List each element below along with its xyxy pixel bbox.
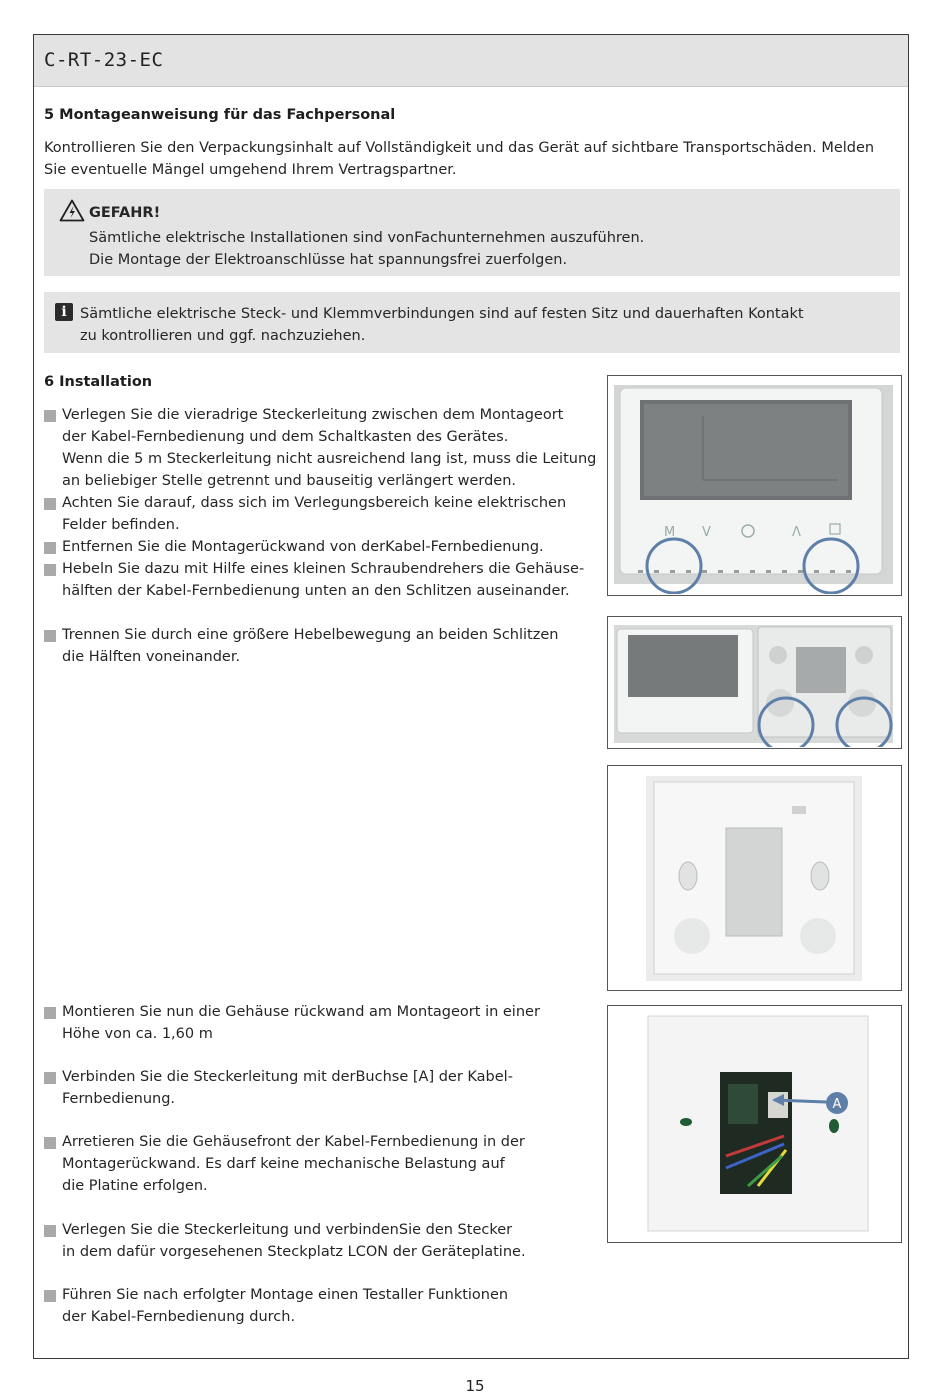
circuit-board-illustration	[608, 1006, 900, 1241]
instruction-bullet: Verbinden Sie die Steckerleitung mit derBuchse [A] der Kabel- Fernbedienung.	[44, 1066, 609, 1110]
photo-back-plate	[607, 765, 902, 991]
instruction-bullet: Arretieren Sie die Gehäusefront der Kabel-Fernbedienung in der Montagerückwand. Es darf keine mechanische Belastung auf die Platine erfolgen.	[44, 1131, 609, 1197]
danger-line: Die Montage der Elektroanschlüsse hat spannungsfrei zuerfolgen.	[89, 252, 568, 268]
section-5-intro: Kontrollieren Sie den Verpackungsinhalt auf Vollständigkeit und das Gerät auf sichtbare Transportschäden. Melden Sie eventuelle Mängel umgehend Ihrem Vertragspartner.	[44, 140, 875, 178]
bullet-square-icon	[44, 564, 56, 576]
info-line: Sämtliche elektrische Steck- und Klemmverbindungen sind auf festen Sitz und dauerhaften Kontakt	[80, 306, 804, 322]
info-line: zu kontrollieren und ggf. nachzuziehen.	[80, 328, 366, 344]
page-frame	[33, 34, 909, 1359]
remote-front-illustration	[608, 376, 900, 594]
bullet-square-icon	[44, 410, 56, 422]
page-number: 15	[465, 1377, 485, 1395]
bullet-square-icon	[44, 498, 56, 510]
instruction-bullet: Achten Sie darauf, dass sich im Verlegungsbereich keine elektrischen Felder befinden.	[44, 492, 609, 536]
remote-separated-illustration	[608, 617, 900, 747]
photo-remote-front	[607, 375, 902, 596]
back-plate-illustration	[608, 766, 900, 989]
warning-electric-icon	[59, 199, 85, 222]
instruction-bullet: Verlegen Sie die Steckerleitung und verbindenSie den Stecker in dem dafür vorgesehenen Steckplatz LCON der Geräteplatine.	[44, 1219, 609, 1263]
bullet-square-icon	[44, 542, 56, 554]
instruction-bullet: Entfernen Sie die Montagerückwand von derKabel-Fernbedienung.	[44, 536, 609, 558]
svg-text:M: M	[664, 525, 676, 540]
callout-label-a: A	[832, 1097, 842, 1112]
danger-title: GEFAHR!	[89, 205, 161, 221]
svg-text:Λ: Λ	[792, 525, 801, 540]
instruction-bullet: Führen Sie nach erfolgter Montage einen Testaller Funktionen der Kabel-Fernbedienung durch.	[44, 1284, 609, 1328]
photo-circuit-board	[607, 1005, 902, 1243]
instruction-bullet: Verlegen Sie die vieradrige Steckerleitung zwischen dem Montageort der Kabel-Fernbedienung und dem Schaltkasten des Gerätes. Wenn die 5 m Steckerleitung nicht ausreichend lang ist, muss die Leitung an beliebiger Stelle getrennt und bauseitig verlängert werden.	[44, 404, 609, 492]
page-header	[34, 35, 908, 87]
bullet-square-icon	[44, 1290, 56, 1302]
info-icon: i	[55, 303, 73, 321]
bullet-square-icon	[44, 1072, 56, 1084]
photo-remote-separated	[607, 616, 902, 749]
instruction-bullet: Montieren Sie nun die Gehäuse rückwand am Montageort in einer Höhe von ca. 1,60 m	[44, 1001, 609, 1045]
section-6-title: 6 Installation	[44, 374, 153, 390]
bullet-square-icon	[44, 1225, 56, 1237]
info-box	[44, 292, 900, 353]
section-5-title: 5 Montageanweisung für das Fachpersonal	[44, 107, 396, 123]
bullet-square-icon	[44, 630, 56, 642]
danger-box	[44, 189, 900, 276]
bullet-square-icon	[44, 1007, 56, 1019]
svg-text:V: V	[702, 525, 711, 540]
model-number: C-RT-23-EC	[44, 49, 164, 71]
danger-line: Sämtliche elektrische Installationen sind vonFachunternehmen auszuführen.	[89, 230, 645, 246]
instruction-bullet: Hebeln Sie dazu mit Hilfe eines kleinen Schraubendrehers die Gehäuse- hälften der Kabel-Fernbedienung unten an den Schlitzen auseinander.	[44, 558, 609, 602]
instruction-bullet: Trennen Sie durch eine größere Hebelbewegung an beiden Schlitzen die Hälften voneinander.	[44, 624, 609, 668]
bullet-square-icon	[44, 1137, 56, 1149]
